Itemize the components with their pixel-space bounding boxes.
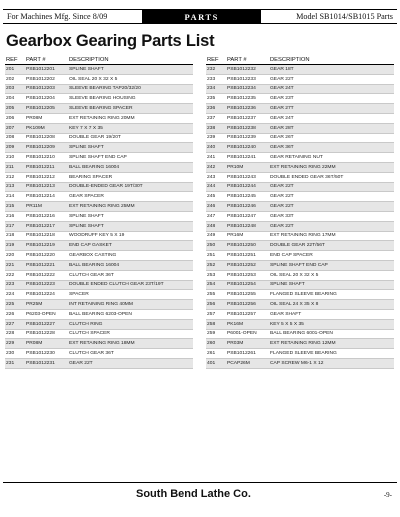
ref-cell: 245 (206, 192, 226, 202)
part-number-cell: PSB1012238 (226, 123, 269, 133)
ref-cell: 209 (5, 143, 25, 153)
table-row (5, 319, 193, 329)
part-number-cell: PSB1012230 (25, 349, 68, 359)
description-cell: SPLINE SHAFT (68, 221, 193, 231)
part-number-cell: PSB1012248 (226, 221, 269, 231)
table-row (206, 202, 394, 212)
part-number-cell: PSB1012228 (25, 329, 68, 339)
part-number-cell: PR03M (226, 339, 269, 349)
description-cell: SLEEVE BEARING TAP20/32/20 (68, 84, 193, 94)
page-title: Gearbox Gearing Parts List (6, 32, 215, 50)
part-number-cell: PSB1012257 (226, 309, 269, 319)
table-row (206, 221, 394, 231)
part-number-cell: PSB1012210 (25, 153, 68, 163)
ref-cell: 219 (5, 241, 25, 251)
description-cell: GEAR 22T (269, 221, 394, 231)
ref-cell: 235 (206, 94, 226, 104)
table-row (5, 104, 193, 114)
table-row (206, 339, 394, 349)
part-number-cell: PSB1012240 (226, 143, 269, 153)
ref-cell: 240 (206, 143, 226, 153)
description-cell: FLANGED SLEEVE BEARING (269, 349, 394, 359)
ref-cell: 225 (5, 300, 25, 310)
table-row (206, 349, 394, 359)
part-number-cell: PSB1012241 (226, 153, 269, 163)
description-cell: CLUTCH SPACER (68, 329, 193, 339)
table-row (5, 84, 193, 94)
part-number-cell: PSB1012208 (25, 133, 68, 143)
running-header (3, 9, 397, 24)
part-number-cell: PSB1012211 (25, 162, 68, 172)
table-row (206, 290, 394, 300)
table-row (5, 202, 193, 212)
description-cell: DOUBLE GEAR 19/20T (68, 133, 193, 143)
ref-cell: 259 (206, 329, 226, 339)
page-number: -9- (383, 491, 392, 499)
description-cell: SLEEVE BEARING SPACER (68, 104, 193, 114)
part-number-cell: PSB1012261 (226, 349, 269, 359)
ref-cell: 246 (206, 202, 226, 212)
description-cell: DOUBLE-ENDED GEAR 19T/30T (68, 182, 193, 192)
ref-cell: 227 (5, 319, 25, 329)
part-number-cell: PSB1012237 (226, 113, 269, 123)
ref-cell: 228 (5, 329, 25, 339)
description-cell: DOUBLE ENDED CLUTCH GEAR 23T/19T (68, 280, 193, 290)
description-cell: EXT RETAINING RING 20MM (68, 113, 193, 123)
description-cell: EXT RETAINING RING 12MM (269, 339, 394, 349)
description-cell: BALL BEARING 6203-OPEN (68, 309, 193, 319)
description-cell: WOODRUFF KEY 5 X 19 (68, 231, 193, 241)
part-number-cell: PSB1012232 (226, 65, 269, 75)
description-cell: CAP SCREW M6-1 X 12 (269, 358, 394, 368)
ref-cell: 221 (5, 260, 25, 270)
table-row (206, 182, 394, 192)
description-cell: GEAR 33T (269, 211, 394, 221)
ref-cell: 212 (5, 172, 25, 182)
table-row (5, 329, 193, 339)
ref-cell: 253 (206, 270, 226, 280)
table-row (5, 162, 193, 172)
description-cell: OIL SEAL 20 X 32 X 5 (68, 74, 193, 84)
part-number-cell: PSB1012227 (25, 319, 68, 329)
description-cell: CLUTCH GEAR 36T (68, 270, 193, 280)
description-cell: INT RETAINING RING 40MM (68, 300, 193, 310)
part-number-cell: PSB1012214 (25, 192, 68, 202)
ref-cell: 216 (5, 211, 25, 221)
ref-cell: 260 (206, 339, 226, 349)
table-row (5, 241, 193, 251)
part-number-cell: PSB1012216 (25, 211, 68, 221)
table-row (5, 143, 193, 153)
ref-cell: 256 (206, 300, 226, 310)
ref-cell: 261 (206, 349, 226, 359)
ref-cell: 257 (206, 309, 226, 319)
table-row (5, 153, 193, 163)
description-cell: KEY 5 X 5 X 35 (269, 319, 394, 329)
part-column-header: PART # (25, 56, 68, 65)
ref-cell: 242 (206, 162, 226, 172)
part-number-cell: PSB1012219 (25, 241, 68, 251)
description-cell: SPACER (68, 290, 193, 300)
ref-cell: 250 (206, 241, 226, 251)
part-number-cell: PSB1012209 (25, 143, 68, 153)
table-row (5, 113, 193, 123)
description-cell: GEAR 26T (269, 133, 394, 143)
table-row (5, 182, 193, 192)
description-cell: EXT RETAINING RING 17MM (269, 231, 394, 241)
description-cell: GEAR 22T (269, 74, 394, 84)
part-number-cell: PR08M (25, 113, 68, 123)
ref-cell: 236 (206, 104, 226, 114)
description-cell: SPLINE SHAFT (68, 143, 193, 153)
table-row (5, 211, 193, 221)
description-cell: GEARBOX CASTING (68, 251, 193, 261)
table-row (206, 162, 394, 172)
table-row (5, 231, 193, 241)
description-cell: GEAR 27T (269, 104, 394, 114)
table-row (206, 231, 394, 241)
ref-cell: 206 (5, 113, 25, 123)
part-number-cell: PK109M (25, 123, 68, 133)
description-column-header: DESCRIPTION (269, 56, 394, 65)
description-cell: GEAR 23T (269, 94, 394, 104)
ref-cell: 220 (5, 251, 25, 261)
ref-cell: 254 (206, 280, 226, 290)
ref-cell: 248 (206, 221, 226, 231)
part-number-cell: PSB1012246 (226, 202, 269, 212)
brand-name: South Bend Lathe Co. (136, 488, 251, 500)
description-cell: GEAR 36T (269, 143, 394, 153)
description-cell: GEAR SPACER (68, 192, 193, 202)
description-cell: SPLINE SHAFT END CAP (269, 260, 394, 270)
part-number-cell: PSB1012256 (226, 300, 269, 310)
table-row (206, 104, 394, 114)
ref-cell: 223 (5, 280, 25, 290)
table-row (206, 65, 394, 75)
table-row (5, 290, 193, 300)
ref-cell: 204 (5, 94, 25, 104)
machines-mfg-note: For Machines Mfg. Since 8/09 (7, 12, 108, 21)
part-number-cell: PSB1012253 (226, 270, 269, 280)
part-number-cell: PSB1012235 (226, 94, 269, 104)
part-number-cell: PSB1012205 (25, 104, 68, 114)
part-number-cell: PSB1012213 (25, 182, 68, 192)
ref-cell: 213 (5, 182, 25, 192)
table-row (206, 172, 394, 182)
part-number-cell: PSB1012223 (25, 280, 68, 290)
table-row (5, 133, 193, 143)
table-row (206, 358, 394, 368)
part-number-cell: P6203-OPEN (25, 309, 68, 319)
description-cell: BALL BEARING 16004 (68, 162, 193, 172)
table-row (5, 280, 193, 290)
part-number-cell: PCAP26M (226, 358, 269, 368)
table-row (206, 153, 394, 163)
part-number-cell: PSB1012244 (226, 182, 269, 192)
ref-cell: 239 (206, 133, 226, 143)
part-number-cell: PSB1012234 (226, 84, 269, 94)
table-row (206, 143, 394, 153)
part-number-cell: PSB1012255 (226, 290, 269, 300)
part-number-cell: PSB1012250 (226, 241, 269, 251)
description-cell: GEAR 22T (68, 358, 193, 368)
description-cell: EXT RETAINING RING 22MM (269, 162, 394, 172)
ref-cell: 222 (5, 270, 25, 280)
ref-cell: 251 (206, 251, 226, 261)
part-number-cell: PSB1012243 (226, 172, 269, 182)
part-column-header: PART # (226, 56, 269, 65)
part-number-cell: PSB1012231 (25, 358, 68, 368)
part-number-cell: PR16M (226, 231, 269, 241)
description-cell: FLANGED SLEEVE BEARING (269, 290, 394, 300)
description-cell: GEAR 24T (269, 113, 394, 123)
table-header-row (5, 56, 193, 65)
ref-cell: 232 (206, 65, 226, 75)
part-number-cell: PK16M (226, 319, 269, 329)
description-cell: EXT RETAINING RING 25MM (68, 202, 193, 212)
part-number-cell: PSB1012202 (25, 74, 68, 84)
part-number-cell: PSB1012212 (25, 172, 68, 182)
table-row (206, 280, 394, 290)
table-row (5, 260, 193, 270)
table-row (5, 339, 193, 349)
table-row (206, 270, 394, 280)
table-row (206, 241, 394, 251)
table-row (206, 309, 394, 319)
part-number-cell: PR10M (226, 162, 269, 172)
ref-cell: 211 (5, 162, 25, 172)
table-row (5, 221, 193, 231)
ref-cell: 252 (206, 260, 226, 270)
ref-cell: 258 (206, 319, 226, 329)
description-column-header: DESCRIPTION (68, 56, 193, 65)
ref-cell: 214 (5, 192, 25, 202)
description-cell: BALL BEARING 16004 (68, 260, 193, 270)
part-number-cell: PSB1012204 (25, 94, 68, 104)
description-cell: EXT RETAINING RING 18MM (68, 339, 193, 349)
table-row (5, 172, 193, 182)
part-number-cell: PSB1012224 (25, 290, 68, 300)
table-row (5, 192, 193, 202)
table-row (5, 270, 193, 280)
ref-cell: 201 (5, 65, 25, 75)
description-cell: DOUBLE GEAR 22T/56T (269, 241, 394, 251)
ref-cell: 208 (5, 133, 25, 143)
parts-table-right (206, 56, 394, 369)
description-cell: END CAP GASKET (68, 241, 193, 251)
description-cell: GEAR 22T (269, 192, 394, 202)
table-row (206, 74, 394, 84)
ref-cell: 243 (206, 172, 226, 182)
ref-cell: 229 (5, 339, 25, 349)
description-cell: GEAR 24T (269, 84, 394, 94)
table-row (206, 123, 394, 133)
part-number-cell: PSB1012201 (25, 65, 68, 75)
part-number-cell: PSB1012220 (25, 251, 68, 261)
ref-cell: 218 (5, 231, 25, 241)
ref-cell: 224 (5, 290, 25, 300)
table-row (5, 94, 193, 104)
ref-cell: 238 (206, 123, 226, 133)
ref-cell: 202 (5, 74, 25, 84)
table-row (206, 94, 394, 104)
table-row (206, 300, 394, 310)
table-row (5, 349, 193, 359)
part-number-cell: PSB1012221 (25, 260, 68, 270)
ref-cell: 207 (5, 123, 25, 133)
ref-cell: 247 (206, 211, 226, 221)
part-number-cell: P6001-OPEN (226, 329, 269, 339)
description-cell: GEAR 28T (269, 123, 394, 133)
ref-cell: 205 (5, 104, 25, 114)
ref-cell: 215 (5, 202, 25, 212)
table-row (5, 123, 193, 133)
table-header-row (206, 56, 394, 65)
ref-cell: 255 (206, 290, 226, 300)
description-cell: KEY 7 X 7 X 35 (68, 123, 193, 133)
part-number-cell: PSB1012251 (226, 251, 269, 261)
table-row (206, 260, 394, 270)
ref-column-header: REF (5, 56, 25, 65)
table-row (206, 84, 394, 94)
part-number-cell: PSB1012218 (25, 231, 68, 241)
ref-cell: 249 (206, 231, 226, 241)
table-row (206, 192, 394, 202)
table-row (5, 309, 193, 319)
table-row (5, 358, 193, 368)
description-cell: GEAR SHAFT (269, 309, 394, 319)
description-cell: SPLINE SHAFT (68, 211, 193, 221)
part-number-cell: PSB1012233 (226, 74, 269, 84)
table-row (206, 329, 394, 339)
ref-cell: 203 (5, 84, 25, 94)
model-label: Model SB1014/SB1015 Parts (296, 12, 393, 21)
description-cell: GEAR RETAINING NUT (269, 153, 394, 163)
part-number-cell: PSB1012222 (25, 270, 68, 280)
table-row (5, 251, 193, 261)
ref-cell: 217 (5, 221, 25, 231)
description-cell: END CAP SPACER (269, 251, 394, 261)
description-cell: BALL BEARING 6001-OPEN (269, 329, 394, 339)
part-number-cell: PR08M (25, 339, 68, 349)
description-cell: SPLINE SHAFT (269, 280, 394, 290)
part-number-cell: PSB1012236 (226, 104, 269, 114)
table-row (206, 133, 394, 143)
description-cell: DOUBLE ENDED GEAR 36T/50T (269, 172, 394, 182)
description-cell: SLEEVE BEARING HOUSING (68, 94, 193, 104)
ref-cell: 233 (206, 74, 226, 84)
parts-table-left-body (5, 65, 193, 369)
table-row (206, 319, 394, 329)
part-number-cell: PSB1012217 (25, 221, 68, 231)
ref-cell: 237 (206, 113, 226, 123)
ref-cell: 244 (206, 182, 226, 192)
footer-rule (3, 482, 397, 483)
ref-cell: 210 (5, 153, 25, 163)
ref-cell: 401 (206, 358, 226, 368)
description-cell: GEAR 22T (269, 202, 394, 212)
description-cell: OIL SEAL 20 X 32 X 5 (269, 270, 394, 280)
ref-cell: 241 (206, 153, 226, 163)
description-cell: SPLINE SHAFT (68, 65, 193, 75)
table-row (5, 74, 193, 84)
description-cell: CLUTCH GEAR 36T (68, 349, 193, 359)
part-number-cell: PSB1012254 (226, 280, 269, 290)
parts-table-left (5, 56, 193, 369)
description-cell: SPLINE SHAFT END CAP (68, 153, 193, 163)
description-cell: OIL SEAL 24 X 35 X 8 (269, 300, 394, 310)
description-cell: GEAR 22T (269, 182, 394, 192)
section-label: PARTS (142, 10, 260, 23)
description-cell: CLUTCH RING (68, 319, 193, 329)
table-row (5, 65, 193, 75)
part-number-cell: PSB1012239 (226, 133, 269, 143)
ref-cell: 226 (5, 309, 25, 319)
part-number-cell: PR25M (25, 300, 68, 310)
part-number-cell: PR11M (25, 202, 68, 212)
table-row (206, 251, 394, 261)
ref-column-header: REF (206, 56, 226, 65)
ref-cell: 230 (5, 349, 25, 359)
part-number-cell: PSB1012252 (226, 260, 269, 270)
ref-cell: 231 (5, 358, 25, 368)
table-row (206, 211, 394, 221)
parts-table-right-body (206, 65, 394, 369)
description-cell: BEARING SPACER (68, 172, 193, 182)
table-row (5, 300, 193, 310)
part-number-cell: PSB1012247 (226, 211, 269, 221)
part-number-cell: PSB1012203 (25, 84, 68, 94)
part-number-cell: PSB1012245 (226, 192, 269, 202)
table-row (206, 113, 394, 123)
description-cell: GEAR 18T (269, 65, 394, 75)
ref-cell: 234 (206, 84, 226, 94)
